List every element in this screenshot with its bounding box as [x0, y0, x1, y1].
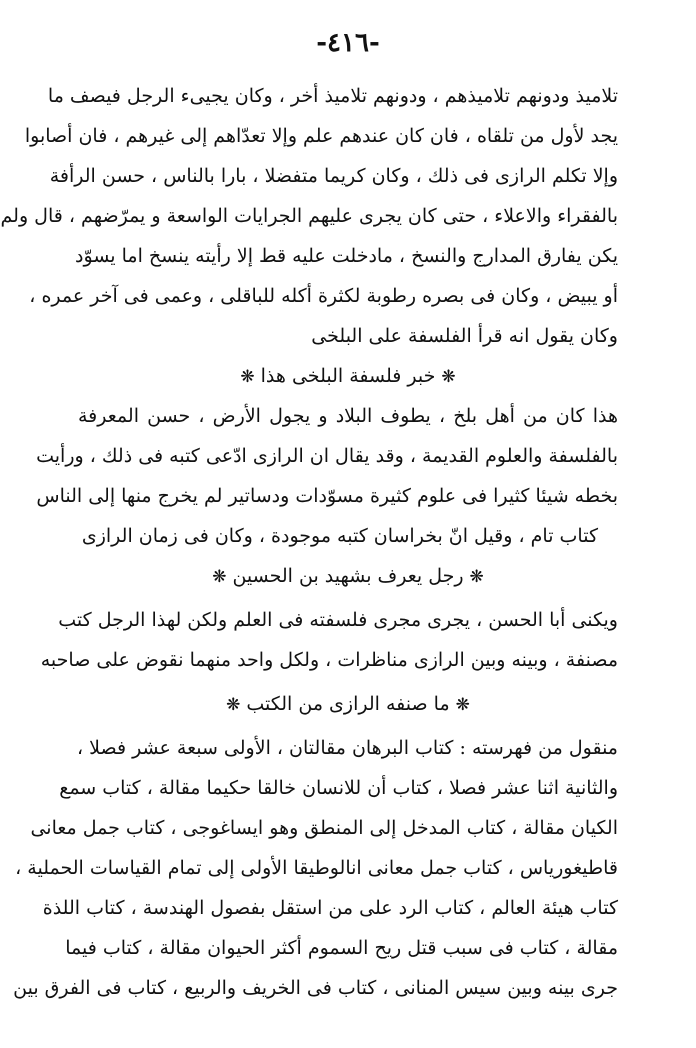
text-line: منقول من فهرسته : كتاب البرهان مقالتان ، الأولى سبعة عشر فصلا ،	[76, 737, 618, 759]
heading-text: ما صنفه الرازى من الكتب	[246, 693, 450, 715]
ornament-icon: ❋	[226, 695, 241, 715]
text-line: كتاب تام ، وقيل انّ بخراسان كتبه موجودة ، وكان فى زمان الرازى	[81, 525, 598, 547]
ornament-icon: ❋	[441, 367, 456, 387]
text-line: كتاب هيئة العالم ، كتاب الرد على من استقل بفصول الهندسة ، كتاب اللذة	[42, 897, 618, 919]
text-line: يكن يفارق المدارج والنسخ ، مادخلت عليه قط إلا رأيته ينسخ اما يسوّد	[75, 245, 618, 267]
ornament-icon: ❋	[455, 695, 470, 715]
heading-text: رجل يعرف بشهيد بن الحسين	[232, 565, 464, 587]
text-line: الكيان مقالة ، كتاب المدخل إلى المنطق وهو ايساغوجى ، كتاب جمل معانى	[30, 817, 618, 839]
text-line: بالفلسفة والعلوم القديمة ، وقد يقال ان الرازى ادّعى كتبه فى ذلك ، ورأيت	[36, 445, 618, 467]
text-line: أو يبيض ، وكان فى بصره رطوبة لكثرة أكله للباقلى ، وعمى فى آخر عمره ،	[29, 285, 618, 307]
text-line: بالفقراء والاعلاء ، حتى كان يجرى عليهم الجرايات الواسعة و يمرّضهم ، قال ولم	[0, 205, 618, 227]
ornament-icon: ❋	[469, 567, 484, 587]
section-heading	[0, 556, 696, 596]
text-line: هذا كان من أهل بلخ ، يطوف البلاد و يجول الأرض ، حسن المعرفة	[78, 405, 618, 427]
text-line: بخطه شيئا كثيرا فى علوم كثيرة مسوّدات ودساتير لم يخرج منها إلى الناس	[36, 485, 618, 507]
text-line: وإلا تكلم الرازى فى ذلك ، وكان كريما متفضلا ، بارا بالناس ، حسن الرأفة	[49, 165, 618, 187]
text-line: مصنفة ، وبينه وبين الرازى مناظرات ، ولكل واحد منهما نقوض على صاحبه	[40, 649, 618, 671]
text-line: تلاميذ ودونهم تلاميذهم ، ودونهم تلاميذ أخر ، وكان يجيىء الرجل فيصف ما	[47, 85, 618, 107]
section-heading	[0, 356, 696, 396]
text-line: ويكنى أبا الحسن ، يجرى مجرى فلسفته فى العلم ولكن لهذا الرجل كتب	[58, 609, 618, 631]
heading-text: خبر فلسفة البلخى هذا	[260, 365, 436, 387]
page-number: -٤١٦-	[316, 28, 380, 58]
section-heading	[0, 684, 696, 724]
ornament-icon: ❋	[212, 567, 227, 587]
text-line: قاطيغورياس ، كتاب جمل معانى انالوطيقا الأولى إلى تمام القياسات الحملية ،	[15, 857, 618, 879]
ornament-icon: ❋	[240, 367, 255, 387]
text-line: وكان يقول انه قرأ الفلسفة على البلخى	[311, 325, 618, 347]
text-line: يجد لأول من تلقاه ، فان كان عندهم علم وإلا تعدّاهم إلى غيرهم ، فان أصابوا	[24, 125, 618, 147]
text-line: والثانية اثنا عشر فصلا ، كتاب أن للانسان خالقا حكيما مقالة ، كتاب سمع	[59, 777, 618, 799]
text-line: مقالة ، كتاب فى سبب قتل ريح السموم أكثر الحيوان مقالة ، كتاب فيما	[65, 937, 618, 959]
text-line: جرى بينه وبين سيس المنانى ، كتاب فى الخريف والربيع ، كتاب فى الفرق بين	[13, 977, 618, 999]
